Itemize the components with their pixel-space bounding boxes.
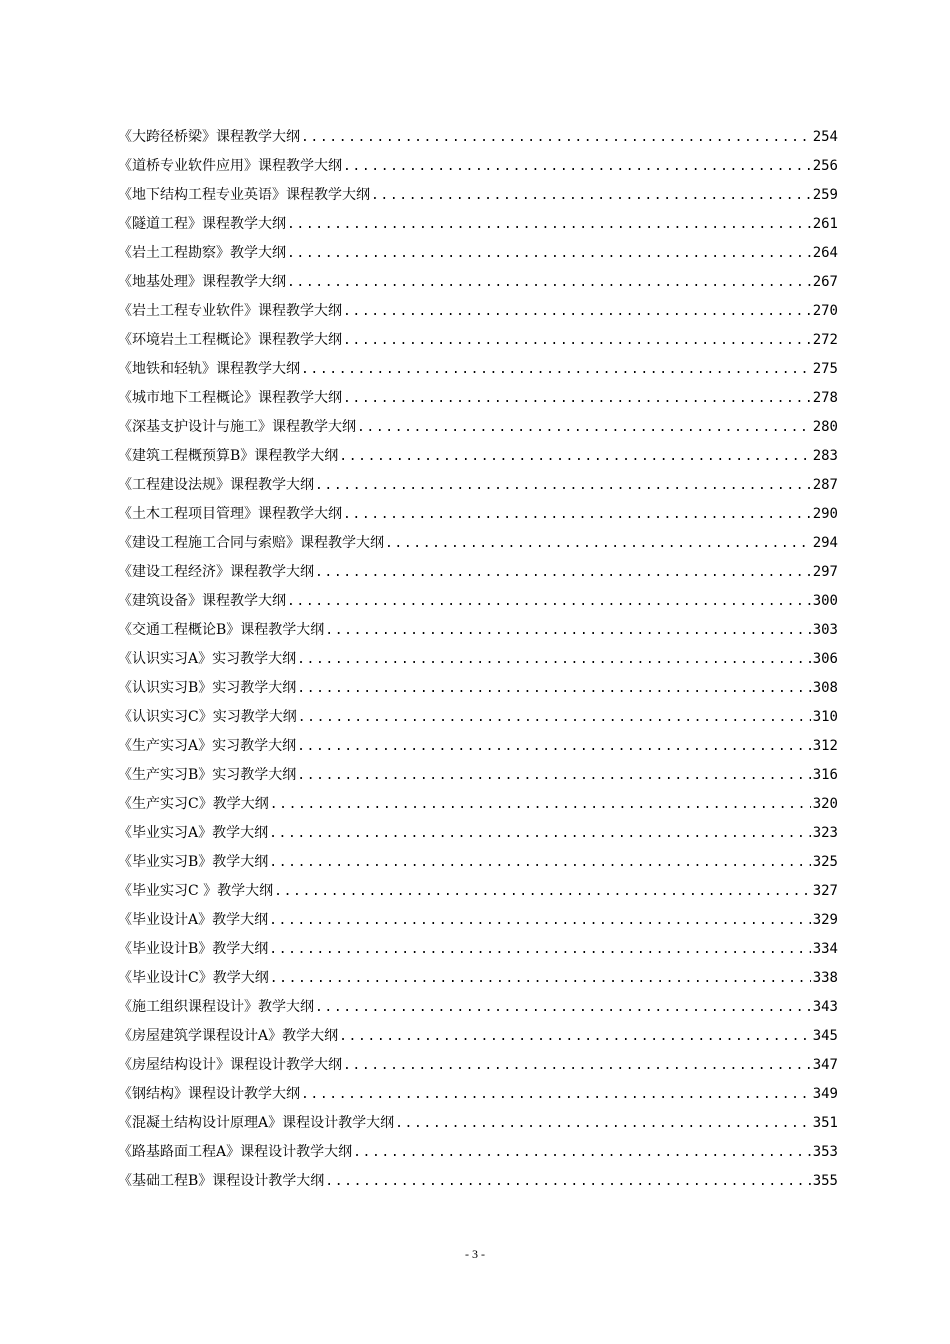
toc-leader-dots xyxy=(287,268,811,297)
toc-entry-page: 275 xyxy=(812,361,838,377)
toc-entry-page: 287 xyxy=(812,477,838,493)
toc-entry-title: 《建设工程施工合同与索赔》课程教学大纲 xyxy=(118,535,384,551)
toc-leader-dots xyxy=(287,239,811,268)
toc-entry-title: 《建设工程经济》课程教学大纲 xyxy=(118,564,314,580)
toc-entry-page: 329 xyxy=(812,912,838,928)
toc-entry-page: 316 xyxy=(812,767,838,783)
toc-entry-title: 《环境岩土工程概论》课程教学大纲 xyxy=(118,332,342,348)
toc-entry-page: 306 xyxy=(812,651,838,667)
toc-leader-dots xyxy=(385,529,811,558)
toc-entry[interactable] xyxy=(118,616,838,645)
toc-entry-title: 《岩土工程勘察》教学大纲 xyxy=(118,245,286,261)
toc-entry[interactable] xyxy=(118,123,838,152)
toc-entry-title: 《建筑设备》课程教学大纲 xyxy=(118,593,286,609)
toc-entry-page: 254 xyxy=(812,129,838,145)
toc-leader-dots xyxy=(287,210,811,239)
toc-leader-dots xyxy=(371,181,811,210)
toc-entry-page: 280 xyxy=(812,419,838,435)
toc-entry-title: 《房屋建筑学课程设计A》教学大纲 xyxy=(118,1028,339,1044)
toc-entry-title: 《岩土工程专业软件》课程教学大纲 xyxy=(118,303,342,319)
toc-leader-dots xyxy=(343,500,811,529)
toc-entry-title: 《认识实习A》实习教学大纲 xyxy=(118,651,297,667)
toc-leader-dots xyxy=(269,906,811,935)
toc-entry-page: 300 xyxy=(812,593,838,609)
toc-leader-dots xyxy=(343,152,811,181)
toc-entry[interactable] xyxy=(118,500,838,529)
toc-entry[interactable] xyxy=(118,152,838,181)
toc-leader-dots xyxy=(269,819,811,848)
toc-entry-title: 《毕业实习B》教学大纲 xyxy=(118,854,269,870)
toc-entry-page: 259 xyxy=(812,187,838,203)
toc-entry-page: 353 xyxy=(812,1144,838,1160)
toc-entry-title: 《路基路面工程A》课程设计教学大纲 xyxy=(118,1144,353,1160)
toc-entry-page: 308 xyxy=(812,680,838,696)
toc-leader-dots xyxy=(301,355,811,384)
toc-entry[interactable] xyxy=(118,935,838,964)
toc-entry-title: 《毕业设计B》教学大纲 xyxy=(118,941,269,957)
toc-leader-dots xyxy=(315,558,811,587)
toc-entry-title: 《房屋结构设计》课程设计教学大纲 xyxy=(118,1057,342,1073)
toc-entry-title: 《土木工程项目管理》课程教学大纲 xyxy=(118,506,342,522)
toc-entry-page: 267 xyxy=(812,274,838,290)
toc-entry[interactable] xyxy=(118,326,838,355)
toc-entry[interactable] xyxy=(118,413,838,442)
toc-leader-dots xyxy=(357,413,811,442)
toc-entry-title: 《交通工程概论B》课程教学大纲 xyxy=(118,622,325,638)
toc-leader-dots xyxy=(339,1022,811,1051)
toc-entry-title: 《认识实习B》实习教学大纲 xyxy=(118,680,297,696)
toc-entry-title: 《基础工程B》课程设计教学大纲 xyxy=(118,1173,325,1189)
toc-entry-title: 《毕业实习C 》教学大纲 xyxy=(118,883,274,899)
toc-entry-title: 《混凝土结构设计原理A》课程设计教学大纲 xyxy=(118,1115,395,1131)
toc-leader-dots xyxy=(353,1138,811,1167)
toc-leader-dots xyxy=(297,732,811,761)
toc-leader-dots xyxy=(301,123,811,152)
toc-entry-page: 256 xyxy=(812,158,838,174)
toc-entry-title: 《隧道工程》课程教学大纲 xyxy=(118,216,286,232)
toc-leader-dots xyxy=(343,297,811,326)
toc-entry-page: 327 xyxy=(812,883,838,899)
toc-entry-title: 《大跨径桥梁》课程教学大纲 xyxy=(118,129,300,145)
toc-entry-page: 325 xyxy=(812,854,838,870)
toc-entry[interactable] xyxy=(118,703,838,732)
toc-leader-dots xyxy=(395,1109,811,1138)
toc-entry-page: 334 xyxy=(812,941,838,957)
toc-entry-title: 《工程建设法规》课程教学大纲 xyxy=(118,477,314,493)
toc-entry-page: 297 xyxy=(812,564,838,580)
toc-entry-title: 《生产实习C》教学大纲 xyxy=(118,796,269,812)
toc-entry-page: 303 xyxy=(812,622,838,638)
toc-leader-dots xyxy=(325,1167,810,1196)
toc-entry-title: 《生产实习A》实习教学大纲 xyxy=(118,738,297,754)
toc-entry-page: 347 xyxy=(812,1057,838,1073)
toc-leader-dots xyxy=(298,703,811,732)
toc-entry-title: 《钢结构》课程设计教学大纲 xyxy=(118,1086,300,1102)
toc-leader-dots xyxy=(339,442,810,471)
toc-entry-page: 323 xyxy=(812,825,838,841)
toc-entry[interactable] xyxy=(118,181,838,210)
toc-entry[interactable] xyxy=(118,1167,838,1196)
toc-entry-page: 278 xyxy=(812,390,838,406)
toc-leader-dots xyxy=(343,1051,811,1080)
toc-entry[interactable] xyxy=(118,355,838,384)
toc-entry-page: 320 xyxy=(812,796,838,812)
page-number: - 3 - xyxy=(465,1247,485,1261)
toc-entry[interactable] xyxy=(118,239,838,268)
toc-entry-title: 《施工组织课程设计》教学大纲 xyxy=(118,999,314,1015)
toc-entry[interactable] xyxy=(118,1022,838,1051)
toc-entry[interactable] xyxy=(118,558,838,587)
toc-entry-title: 《地铁和轻轨》课程教学大纲 xyxy=(118,361,300,377)
toc-entry-page: 312 xyxy=(812,738,838,754)
toc-entry-page: 338 xyxy=(812,970,838,986)
toc-entry-title: 《毕业设计A》教学大纲 xyxy=(118,912,269,928)
toc-entry[interactable] xyxy=(118,645,838,674)
toc-entry-page: 270 xyxy=(812,303,838,319)
table-of-contents xyxy=(118,123,838,1196)
toc-entry[interactable] xyxy=(118,993,838,1022)
toc-entry-page: 310 xyxy=(812,709,838,725)
toc-leader-dots xyxy=(297,674,810,703)
toc-leader-dots xyxy=(270,964,811,993)
toc-entry-page: 264 xyxy=(812,245,838,261)
toc-entry[interactable] xyxy=(118,1138,838,1167)
toc-entry-page: 261 xyxy=(812,216,838,232)
toc-entry[interactable] xyxy=(118,1080,838,1109)
toc-entry-page: 283 xyxy=(812,448,838,464)
toc-entry-title: 《毕业设计C》教学大纲 xyxy=(118,970,269,986)
toc-entry-title: 《地基处理》课程教学大纲 xyxy=(118,274,286,290)
toc-entry-page: 355 xyxy=(812,1173,838,1189)
toc-entry[interactable] xyxy=(118,819,838,848)
toc-entry-title: 《生产实习B》实习教学大纲 xyxy=(118,767,297,783)
toc-leader-dots xyxy=(343,384,811,413)
toc-leader-dots xyxy=(301,1080,811,1109)
toc-entry[interactable] xyxy=(118,848,838,877)
toc-entry[interactable] xyxy=(118,268,838,297)
toc-leader-dots xyxy=(287,587,811,616)
toc-entry-page: 345 xyxy=(812,1028,838,1044)
toc-entry-title: 《深基支护设计与施工》课程教学大纲 xyxy=(118,419,356,435)
toc-entry-title: 《认识实习C》实习教学大纲 xyxy=(118,709,297,725)
toc-leader-dots xyxy=(270,790,811,819)
toc-entry-page: 290 xyxy=(812,506,838,522)
toc-leader-dots xyxy=(315,471,811,500)
toc-entry[interactable] xyxy=(118,732,838,761)
toc-leader-dots xyxy=(269,848,810,877)
toc-entry[interactable] xyxy=(118,1109,838,1138)
toc-leader-dots xyxy=(269,935,810,964)
toc-leader-dots xyxy=(315,993,811,1022)
toc-entry-page: 349 xyxy=(812,1086,838,1102)
toc-entry[interactable] xyxy=(118,297,838,326)
toc-entry[interactable] xyxy=(118,790,838,819)
toc-entry-title: 《地下结构工程专业英语》课程教学大纲 xyxy=(118,187,370,203)
toc-entry-title: 《道桥专业软件应用》课程教学大纲 xyxy=(118,158,342,174)
toc-leader-dots xyxy=(343,326,811,355)
toc-entry-page: 272 xyxy=(812,332,838,348)
toc-entry-page: 351 xyxy=(812,1115,838,1131)
toc-entry-title: 《建筑工程概预算B》课程教学大纲 xyxy=(118,448,339,464)
toc-entry[interactable] xyxy=(118,442,838,471)
toc-entry[interactable] xyxy=(118,471,838,500)
toc-leader-dots xyxy=(297,761,810,790)
toc-entry[interactable] xyxy=(118,761,838,790)
toc-leader-dots xyxy=(274,877,811,906)
toc-entry[interactable] xyxy=(118,674,838,703)
toc-entry[interactable] xyxy=(118,384,838,413)
toc-entry[interactable] xyxy=(118,906,838,935)
toc-entry-page: 343 xyxy=(812,999,838,1015)
toc-leader-dots xyxy=(297,645,811,674)
toc-entry-page: 294 xyxy=(812,535,838,551)
toc-entry[interactable] xyxy=(118,877,838,906)
toc-entry[interactable] xyxy=(118,964,838,993)
toc-leader-dots xyxy=(325,616,810,645)
toc-entry[interactable] xyxy=(118,529,838,558)
toc-entry-title: 《城市地下工程概论》课程教学大纲 xyxy=(118,390,342,406)
toc-entry[interactable] xyxy=(118,210,838,239)
toc-entry[interactable] xyxy=(118,587,838,616)
toc-entry-title: 《毕业实习A》教学大纲 xyxy=(118,825,269,841)
toc-entry[interactable] xyxy=(118,1051,838,1080)
